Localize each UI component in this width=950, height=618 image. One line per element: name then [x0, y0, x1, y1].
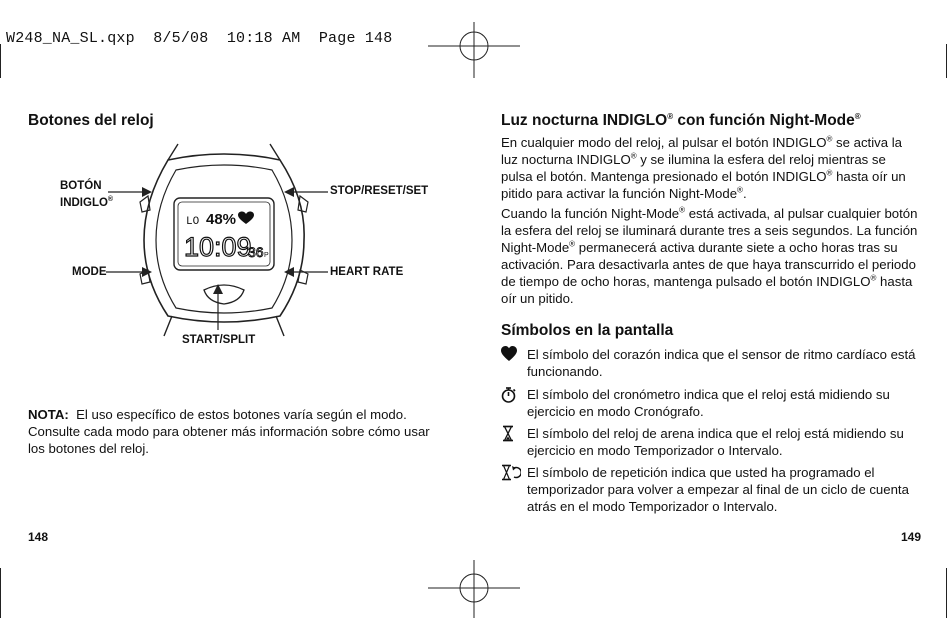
- label-stop-reset-set: STOP/RESET/SET: [330, 185, 429, 197]
- display-heart-icon: [238, 211, 254, 224]
- symbol-text-stopwatch: El símbolo del cronómetro indica que el reloj está midiendo su ejercicio en modo Cronógrafo.: [527, 387, 890, 419]
- symbol-row-stopwatch: [501, 386, 921, 422]
- symbol-row-repeat: [501, 464, 921, 518]
- symbols-heading: Símbolos en la pantalla: [501, 322, 674, 339]
- left-heading: Botones del reloj: [28, 112, 154, 129]
- note-paragraph: NOTA: El uso específico de estos botones varía según el modo. Consulte cada modo para obtener más información sobre cómo usar los botones del reloj.: [28, 407, 430, 456]
- display-p: P: [264, 252, 269, 259]
- arrow-boton-indiglo: [108, 186, 152, 198]
- symbol-text-repeat: El símbolo de repetición indica que usted ha programado el temporizador para volver a empezar al final de un ciclo de cuenta atrás en el modo Temporizador o Intervalo.: [527, 465, 909, 514]
- display-seconds: 36: [248, 244, 264, 260]
- label-start-split: START/SPLIT: [182, 334, 256, 346]
- crop-mark-top-right: [946, 44, 947, 78]
- note-label: NOTA:: [28, 407, 69, 422]
- registration-mark-top: [428, 22, 520, 78]
- label-mode: MODE: [72, 266, 107, 278]
- stopwatch-icon: [501, 386, 521, 404]
- arrow-start-split: [212, 284, 224, 330]
- indiglo-paragraph-1: En cualquier modo del reloj, al pulsar el botón INDIGLO® se activa la luz nocturna INDIGLO® y se ilumina la esfera del reloj mientras se pulsa el botón. Mantenga presionado el botón INDIGLO® hasta oír un pitido para activar la función Night-Mode®.: [501, 134, 906, 201]
- page-number-left: 148: [28, 530, 49, 544]
- arrow-heart-rate: [284, 266, 328, 278]
- arrow-mode: [106, 266, 152, 278]
- arrow-stop-reset-set: [284, 186, 328, 198]
- symbol-row-heart: [501, 346, 921, 382]
- heart-icon: [501, 346, 521, 364]
- page-number-right: 149: [901, 530, 922, 544]
- symbol-row-hourglass: [501, 425, 921, 461]
- display-time: 10:09: [184, 232, 252, 262]
- display-lo: LO: [186, 216, 200, 228]
- symbol-text-hourglass: El símbolo del reloj de arena indica que el reloj está midiendo su ejercicio en modo Temporizador o Intervalo.: [527, 426, 904, 458]
- hourglass-icon: [501, 425, 521, 443]
- repeat-hourglass-icon: [501, 464, 521, 482]
- label-heart-rate: HEART RATE: [330, 266, 404, 278]
- crop-mark-bottom-right: [946, 568, 947, 618]
- file-slug: W248_NA_SL.qxp 8/5/08 10:18 AM Page 148: [6, 30, 393, 47]
- display-percent: 48%: [206, 211, 237, 228]
- right-heading-indiglo: Luz nocturna INDIGLO® con función Night-Mode®: [501, 111, 861, 129]
- crop-mark-bottom-left: [0, 568, 1, 618]
- label-boton-indiglo: BOTÓN INDIGLO®: [60, 180, 114, 209]
- symbol-text-heart: El símbolo del corazón indica que el sensor de ritmo cardíaco está funcionando.: [527, 347, 916, 379]
- registration-mark-bottom: [428, 560, 520, 618]
- indiglo-paragraph-2: Cuando la función Night-Mode® está activada, al pulsar cualquier botón la esfera del reloj se iluminará durante tres a seis segundos. La función Night-Mode® permanecerá activa durante siete a ocho horas tras su activación. Para desactivarla antes de que haya transcurrido el periodo de tiempo de ocho horas, mantenga pulsado el botón INDIGLO® hasta oír un pitido.: [501, 205, 918, 306]
- watch-diagram: [100, 140, 360, 340]
- crop-mark-top-left: [0, 44, 1, 78]
